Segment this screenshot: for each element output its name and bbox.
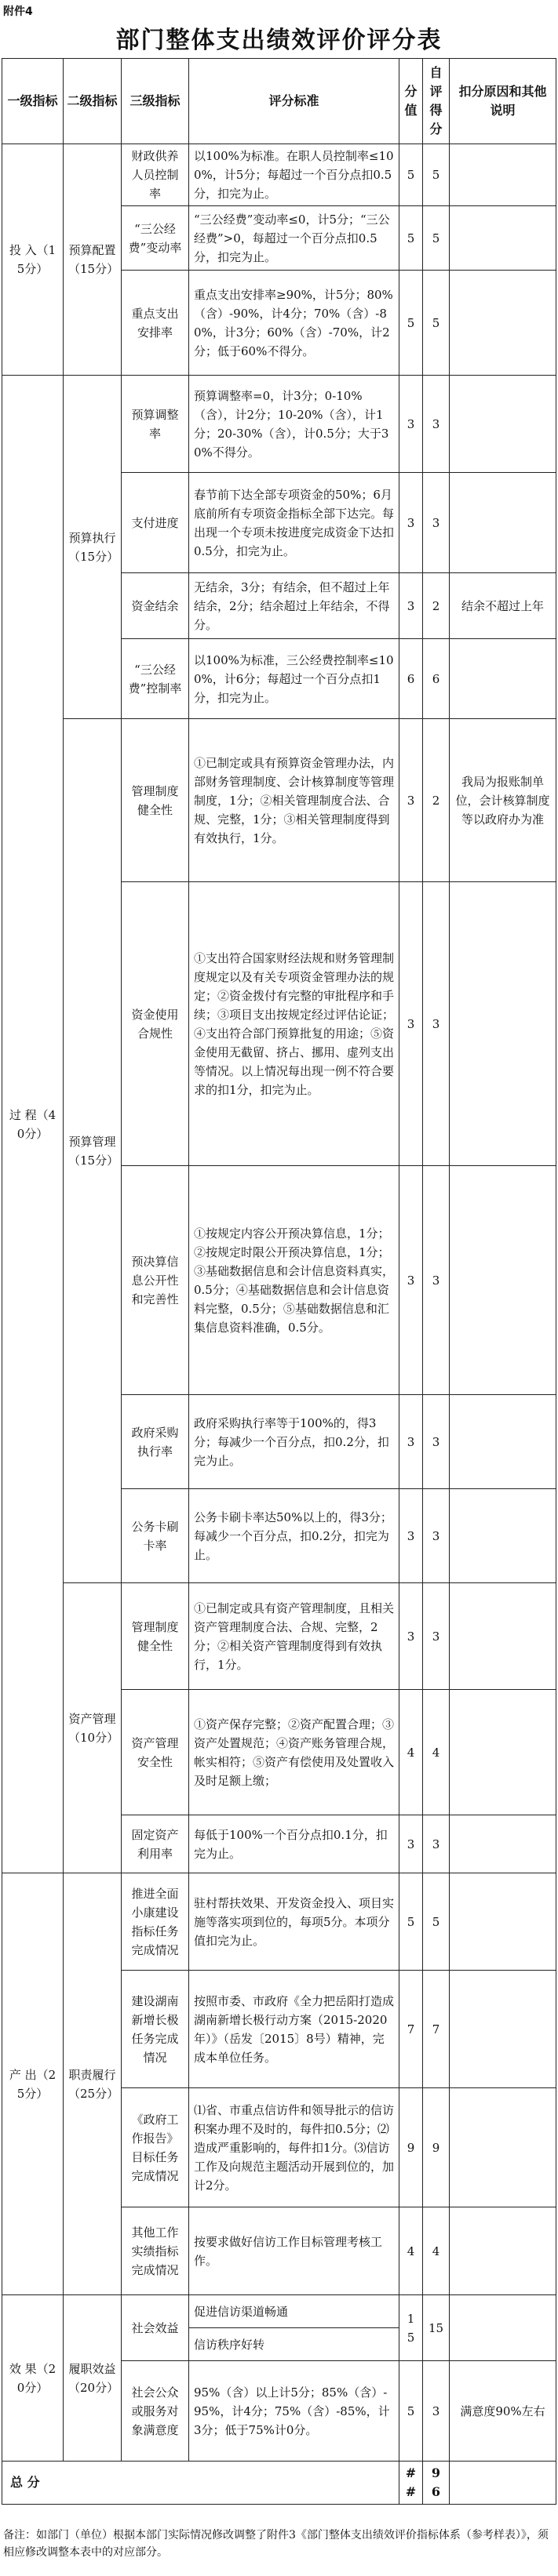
score-value: 15: [399, 2295, 423, 2361]
l3-name: 管理制度健全性: [122, 1583, 189, 1690]
self-score-value: 3: [423, 1166, 450, 1395]
score-value: 4: [399, 1690, 423, 1815]
l3-name: 资金结余: [122, 573, 189, 639]
reason-text: [450, 1815, 556, 1873]
reason-text: [450, 376, 556, 473]
reason-text: [450, 1489, 556, 1583]
self-score-value: 15: [423, 2295, 450, 2361]
header-self-score: 自评得分: [423, 59, 450, 144]
l1-input: 投 入（15分）: [2, 144, 64, 376]
l2-budget-allocation: 预算配置（15分）: [64, 144, 122, 376]
reason-text: [450, 1690, 556, 1815]
l3-name: 《政府工作报告》目标任务完成情况: [122, 2088, 189, 2207]
self-score-value: 7: [423, 1971, 450, 2088]
score-table: [2, 58, 556, 2505]
reason-text: [450, 2088, 556, 2207]
reason-text: [450, 1166, 556, 1395]
scoring-standard: ①支出符合国家财经法规和财务管理制度规定以及有关专项资金管理办法的规定；②资金拨付有完整的审批程序和手续；③项目支出按规定经过评估论证；④支出符合部门预算批复的用途；⑤资金使用无截留、挤占、挪用、虚列支出等情况。以上情况每出现一例不符合要求的扣1分，扣完为止。: [189, 882, 399, 1166]
scoring-standard: 重点支出安排率≥90%，计5分；80%（含）-90%，计4分；70%（含）-80%，计3分；60%（含）-70%，计2分；低于60%不得分。: [189, 271, 399, 376]
table-row: [2, 2295, 556, 2328]
self-score-value: 3: [423, 473, 450, 573]
header-l3: 三级指标: [122, 59, 189, 144]
l3-name: 建设湖南新增长极任务完成情况: [122, 1971, 189, 2088]
scoring-standard: 春节前下达全部专项资金的50%；6月底前所有专项资金指标全部下达完。每出现一个专项未按进度完成资金下达扣0.5分，扣完为止。: [189, 473, 399, 573]
total-row: [2, 2462, 556, 2505]
score-value: 3: [399, 719, 423, 882]
scoring-standard: 预算调整率=0，计3分；0-10%（含），计2分；10-20%（含），计1分；20-30%（含），计0.5分；大于30%不得分。: [189, 376, 399, 473]
score-value: 7: [399, 1971, 423, 2088]
scoring-standard: 95%（含）以上计5分；85%（含）-95%，计4分；75%（含）-85%，计3分；低于75%计0分。: [189, 2361, 399, 2462]
score-value: 3: [399, 376, 423, 473]
scoring-standard: 公务卡刷卡率达50%以上的，得3分；每减少一个百分点，扣0.2分，扣完为止。: [189, 1489, 399, 1583]
header-l2: 二级指标: [64, 59, 122, 144]
self-score-value: 2: [423, 573, 450, 639]
attachment-label: 附件4: [3, 5, 33, 18]
total-reason: [450, 2462, 556, 2505]
l2-budget-management: 预算管理（15分）: [64, 719, 122, 1583]
table-header-row: [2, 59, 556, 144]
reason-text: [450, 144, 556, 206]
header-standard: 评分标准: [189, 59, 399, 144]
self-score-value: 5: [423, 271, 450, 376]
reason-text: [450, 1873, 556, 1971]
l3-name: 其他工作实绩指标完成情况: [122, 2207, 189, 2295]
scoring-standard: 驻村帮扶效果、开发资金投入、项目实施等落实项到位的，每项5分。本项分值扣完为止。: [189, 1873, 399, 1971]
header-score: 分值: [399, 59, 423, 144]
l3-name: 管理制度健全性: [122, 719, 189, 882]
self-score-value: 6: [423, 639, 450, 719]
scoring-standard: ①按规定内容公开预决算信息，1分；②按规定时限公开预决算信息，1分；③基础数据信息和会计信息资料真实，0.5分；④基础数据信息和会计信息资料完整，0.5分；⑤基础数据信息和汇集信息资料准确，0.5分。: [189, 1166, 399, 1395]
l1-output: 产 出（25分）: [2, 1873, 64, 2295]
l1-effect: 效 果（20分）: [2, 2295, 64, 2462]
l3-name: 重点支出安排率: [122, 271, 189, 376]
scoring-standard: ①资产保存完整；②资产配置合理；③资产处置规范；④资产账务管理合规，帐实相符；⑤资产有偿使用及处置收入及时足额上缴；: [189, 1690, 399, 1815]
scoring-standard: 政府采购执行率等于100%的，得3分；每减少一个百分点，扣0.2分，扣完为止。: [189, 1395, 399, 1489]
scoring-standard: ①已制定或具有资产管理制度，且相关资产管理制度合法、合规、完整，2分；②相关资产管理制度得到有效执行，1分。: [189, 1583, 399, 1690]
score-value: 3: [399, 473, 423, 573]
self-score-value: 3: [423, 1583, 450, 1690]
scoring-standard: “三公经费”变动率≤0，计5分；“三公经费”>0，每超过一个百分点扣0.5分，扣完为止。: [189, 206, 399, 271]
reason-text: 我局为报账制单位，会计核算制度等以政府办为准: [450, 719, 556, 882]
header-l1: 一级指标: [2, 59, 64, 144]
l3-name: 预算调整率: [122, 376, 189, 473]
l3-name: 资产管理安全性: [122, 1690, 189, 1815]
table-row: [2, 144, 556, 206]
l3-name: 社会效益: [122, 2295, 189, 2361]
self-score-value: 4: [423, 1690, 450, 1815]
l3-name: 政府采购执行率: [122, 1395, 189, 1489]
score-value: 3: [399, 1815, 423, 1873]
score-value: 5: [399, 2361, 423, 2462]
scoring-standard: 每低于100%一个百分点扣0.1分，扣完为止。: [189, 1815, 399, 1873]
score-value: 6: [399, 639, 423, 719]
l3-name: 预决算信息公开性和完善性: [122, 1166, 189, 1395]
scoring-standard: 信访秩序好转: [189, 2328, 399, 2361]
l3-name: 资金使用合规性: [122, 882, 189, 1166]
table-row: [2, 1583, 556, 1690]
score-value: 5: [399, 206, 423, 271]
total-score: ##: [399, 2462, 423, 2505]
self-score-value: 3: [423, 1815, 450, 1873]
l3-name: 支付进度: [122, 473, 189, 573]
score-value: 5: [399, 271, 423, 376]
l1-process: 过 程（40分）: [2, 376, 64, 1873]
reason-text: [450, 1583, 556, 1690]
reason-text: 结余不超过上年: [450, 573, 556, 639]
scoring-standard: 促进信访渠道畅通: [189, 2295, 399, 2328]
self-score-value: 3: [423, 1395, 450, 1489]
score-value: 3: [399, 573, 423, 639]
scoring-standard: 以100%为标准，三公经费控制率≤100%，计6分；每超过一个百分点扣1分，扣完为止。: [189, 639, 399, 719]
self-score-value: 3: [423, 882, 450, 1166]
score-value: 3: [399, 882, 423, 1166]
reason-text: [450, 2207, 556, 2295]
table-row: [2, 1873, 556, 1971]
l3-name: 推进全面小康建设指标任务完成情况: [122, 1873, 189, 1971]
header-reason: 扣分原因和其他说明: [450, 59, 556, 144]
self-score-value: 2: [423, 719, 450, 882]
score-value: 5: [399, 144, 423, 206]
score-value: 3: [399, 1489, 423, 1583]
l3-name: 固定资产利用率: [122, 1815, 189, 1873]
self-score-value: 3: [423, 376, 450, 473]
table-row: [2, 719, 556, 882]
self-score-value: 4: [423, 2207, 450, 2295]
l2-budget-execution: 预算执行（15分）: [64, 376, 122, 719]
reason-text: [450, 206, 556, 271]
l3-name: 社会公众或服务对象满意度: [122, 2361, 189, 2462]
reason-text: [450, 639, 556, 719]
l3-name: 财政供养人员控制率: [122, 144, 189, 206]
l2-asset-management: 资产管理（10分）: [64, 1583, 122, 1873]
self-score-value: 5: [423, 1873, 450, 1971]
scoring-standard: 以100%为标准。在职人员控制率≤100%，计5分；每超过一个百分点扣0.5分，扣完为止。: [189, 144, 399, 206]
score-value: 4: [399, 2207, 423, 2295]
reason-text: [450, 1971, 556, 2088]
score-value: 9: [399, 2088, 423, 2207]
self-score-value: 3: [423, 2361, 450, 2462]
total-self-score: 96: [423, 2462, 450, 2505]
scoring-standard: ⑴省、市重点信访件和领导批示的信访积案办理不及时的，每件扣0.5分；⑵造成严重影响的，每件扣1分。⑶信访工作及向规范主题活动开展到位的，加计2分。: [189, 2088, 399, 2207]
l3-name: “三公经费”控制率: [122, 639, 189, 719]
reason-text: 满意度90%左右: [450, 2361, 556, 2462]
l3-name: 公务卡刷卡率: [122, 1489, 189, 1583]
self-score-value: 3: [423, 1489, 450, 1583]
score-value: 3: [399, 1583, 423, 1690]
self-score-value: 5: [423, 206, 450, 271]
reason-text: [450, 882, 556, 1166]
total-label: 总 分: [2, 2462, 399, 2505]
footnote: 备注：如部门（单位）根据本部门实际情况修改调整了附件3《部门整体支出绩效评价指标体系（参考样表）》，须相应修改调整本表中的对应部分。: [3, 2529, 549, 2559]
scoring-standard: ①已制定或具有预算资金管理办法，内部财务管理制度、会计核算制度等管理制度，1分；②相关管理制度合法、合规、完整，1分；③相关管理制度得到有效执行，1分。: [189, 719, 399, 882]
scoring-standard: 无结余，3分；有结余，但不超过上年结余，2分；结余超过上年结余，不得分。: [189, 573, 399, 639]
self-score-value: 9: [423, 2088, 450, 2207]
scoring-standard: 按照市委、市政府《全力把岳阳打造成湖南新增长极行动方案（2015-2020年）》（岳发〔2015〕8号）精神，完成本单位任务。: [189, 1971, 399, 2088]
page-title: 部门整体支出绩效评价评分表: [115, 27, 443, 54]
reason-text: [450, 271, 556, 376]
score-value: 5: [399, 1873, 423, 1971]
score-value: 3: [399, 1395, 423, 1489]
self-score-value: 5: [423, 144, 450, 206]
l2-duty-performance: 职责履行（25分）: [64, 1873, 122, 2295]
reason-text: [450, 473, 556, 573]
scoring-standard: 按要求做好信访工作目标管理考核工作。: [189, 2207, 399, 2295]
reason-text: [450, 1395, 556, 1489]
reason-text: [450, 2295, 556, 2361]
l2-duty-benefit: 履职效益（20分）: [64, 2295, 122, 2462]
score-value: 3: [399, 1166, 423, 1395]
l3-name: “三公经费”变动率: [122, 206, 189, 271]
table-row: [2, 376, 556, 473]
